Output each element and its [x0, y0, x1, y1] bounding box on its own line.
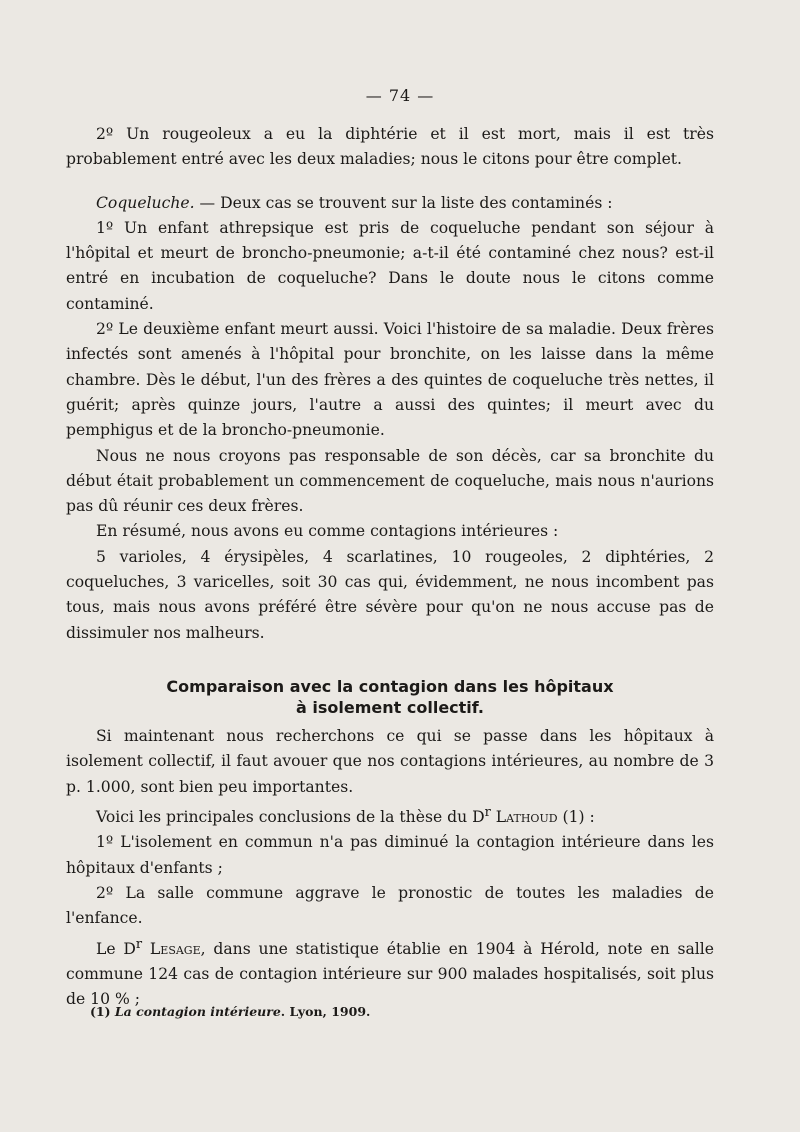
body-text	[66, 122, 714, 1013]
coqueluche-intro-text: — Deux cas se trouvent sur la liste des contaminés :	[194, 193, 613, 212]
author-lathoud: Lathoud	[490, 808, 558, 827]
paragraph-summary-list: 5 varioles, 4 érysipèles, 4 scarlatines, 10 rougeoles, 2 diphtéries, 2 coqueluches, 3 varicelles, soit 30 cas qui, évidemment, ne nous incombent pas tous, mais nous avons préféré être sévère pour qu'on ne nous accuse pas de dissimuler nos malheurs.	[66, 547, 714, 642]
paragraph-collective-isolation: Si maintenant nous recherchons ce qui se passe dans les hôpitaux à isolement collectif, il faut avouer que nos contagions intérieures, au nombre de 3 p. 1.000, sont bien peu importantes.	[66, 726, 714, 796]
paragraph-conclusion-1: 1º L'isolement en commun n'a pas diminué la contagion intérieure dans les hôpitaux d'enfants ;	[66, 833, 714, 877]
footnote-rest: . Lyon, 1909.	[280, 1004, 371, 1019]
paragraph-responsibility: Nous ne nous croyons pas responsable de son décès, car sa bronchite du début était probablement un commencement de coqueluche, mais nous n'aurions pas dû réunir ces deux frères.	[66, 446, 714, 516]
page-number: — 74 —	[365, 86, 435, 105]
doctor-abbrev-sup: r	[135, 936, 143, 952]
section-lead-coqueluche: Coqueluche.	[96, 193, 195, 212]
section-heading-line-1: Comparaison avec la contagion dans les hôpitaux	[166, 676, 614, 696]
paragraph-conclusion-2: 2º La salle commune aggrave le pronostic de toutes les maladies de l'enfance.	[66, 883, 714, 928]
footnote-ref: (1) :	[557, 808, 595, 827]
footnote-title: La contagion intérieure	[114, 1004, 281, 1019]
section-heading-line-2: à isolement collectif.	[296, 697, 484, 717]
footnote	[90, 1004, 370, 1019]
paragraph-coqueluche-intro	[66, 191, 714, 216]
doctor-abbrev-sup: r	[484, 804, 491, 820]
paragraph-lathoud-conclusions	[66, 800, 714, 830]
paragraph-first-child: 1º Un enfant athrepsique est pris de coqueluche pendant son séjour à l'hôpital et meurt de broncho-pneumonie; a-t-il été contaminé chez nous? est-il entré en incubation de coqueluche? Dans le doute nous le citons comme contaminé.	[66, 218, 714, 313]
paragraph-summary-intro: En résumé, nous avons eu comme contagions intérieures :	[96, 522, 559, 541]
lathoud-intro-text: Voici les principales conclusions de la thèse du D	[96, 808, 485, 827]
author-lesage: Lesage	[142, 939, 201, 958]
lesage-intro-text: Le D	[96, 939, 136, 958]
lesage-statistic-text: , dans une statistique établie en 1904 à Hérold, note en salle commune 124 cas de contagion intérieure sur 900 malades hospitalisés, soit plus de 10 % ;	[66, 939, 715, 1009]
paragraph-second-child: 2º Le deuxième enfant meurt aussi. Voici l'histoire de sa maladie. Deux frères infectés sont amenés à l'hôpital pour bronchite, on les laisse dans la même chambre. Dès le début, l'un des frères a des quintes de coqueluche très nettes, il guérit; après quinze jours, l'autre a aussi des quintes; il meurt avec du pemphigus et de la broncho-pneumonie.	[66, 320, 714, 440]
paragraph-rougeoleux: 2º Un rougeoleux a eu la diphtérie et il est mort, mais il est très probablement entré avec les deux maladies; nous le citons pour être complet.	[66, 125, 714, 169]
footnote-marker: (1)	[90, 1004, 115, 1019]
section-heading	[66, 676, 714, 718]
paragraph-lesage	[66, 932, 714, 1013]
